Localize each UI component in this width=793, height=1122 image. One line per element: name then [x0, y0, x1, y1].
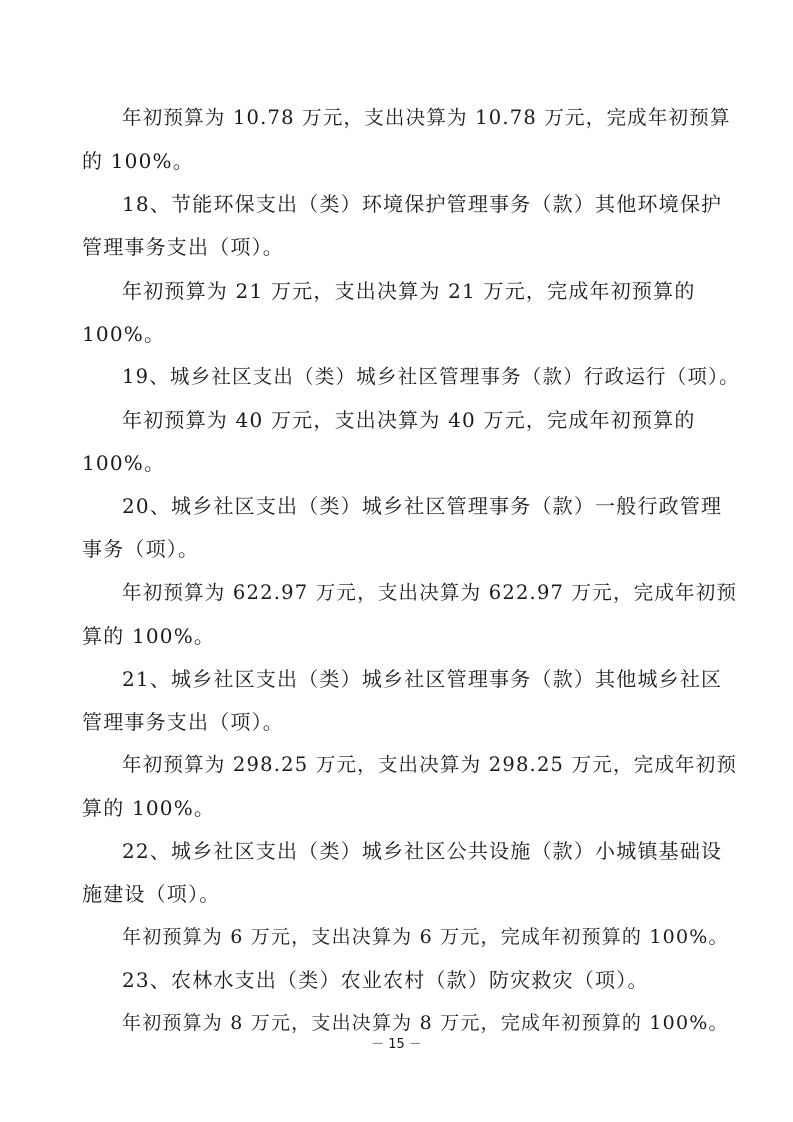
- paragraph-line: 20、城乡社区支出（类）城乡社区管理事务（款）一般行政管理: [122, 494, 723, 518]
- paragraph-line: 21、城乡社区支出（类）城乡社区管理事务（款）其他城乡社区: [122, 667, 723, 691]
- paragraph-line: 算的 100%。: [82, 796, 216, 820]
- paragraph-line: 19、城乡社区支出（类）城乡社区管理事务（款）行政运行（项）。: [122, 365, 740, 388]
- paragraph-line: 管理事务支出（项）。: [82, 235, 284, 259]
- paragraph-line: 年初预算为 6 万元，支出决算为 6 万元，完成年初预算的 100%。: [122, 926, 729, 948]
- paragraph-line: 年初预算为 40 万元，支出决算为 40 万元，完成年初预算的: [122, 408, 696, 432]
- paragraph-line: 100%。: [82, 451, 166, 475]
- paragraph-line: 事务（项）。: [82, 537, 200, 561]
- paragraph-line: 年初预算为 8 万元，支出决算为 8 万元，完成年初预算的 100%。: [122, 1012, 729, 1034]
- paragraph-line: 施建设（项）。: [82, 882, 221, 906]
- paragraph-line: 23、农林水支出（类）农业农村（款）防灾救灾（项）。: [122, 968, 649, 992]
- paragraph-line: 管理事务支出（项）。: [82, 710, 284, 734]
- paragraph-line: 算的 100%。: [82, 624, 216, 648]
- paragraph-line: 18、节能环保支出（类）环境保护管理事务（款）其他环境保护: [122, 192, 723, 216]
- paragraph-line: 年初预算为 298.25 万元，支出决算为 298.25 万元，完成年初预: [122, 753, 738, 776]
- page-number: － 15 －: [371, 1037, 422, 1052]
- paragraph-line: 年初预算为 622.97 万元，支出决算为 622.97 万元，完成年初预: [122, 581, 738, 604]
- paragraph-line: 年初预算为 21 万元，支出决算为 21 万元，完成年初预算的: [122, 279, 696, 303]
- paragraph-line: 22、城乡社区支出（类）城乡社区公共设施（款）小城镇基础设: [122, 839, 723, 863]
- paragraph-line: 的 100%。: [82, 149, 194, 173]
- paragraph-line: 年初预算为 10.78 万元，支出决算为 10.78 万元，完成年初预算: [122, 106, 731, 129]
- paragraph-line: 100%。: [82, 322, 166, 346]
